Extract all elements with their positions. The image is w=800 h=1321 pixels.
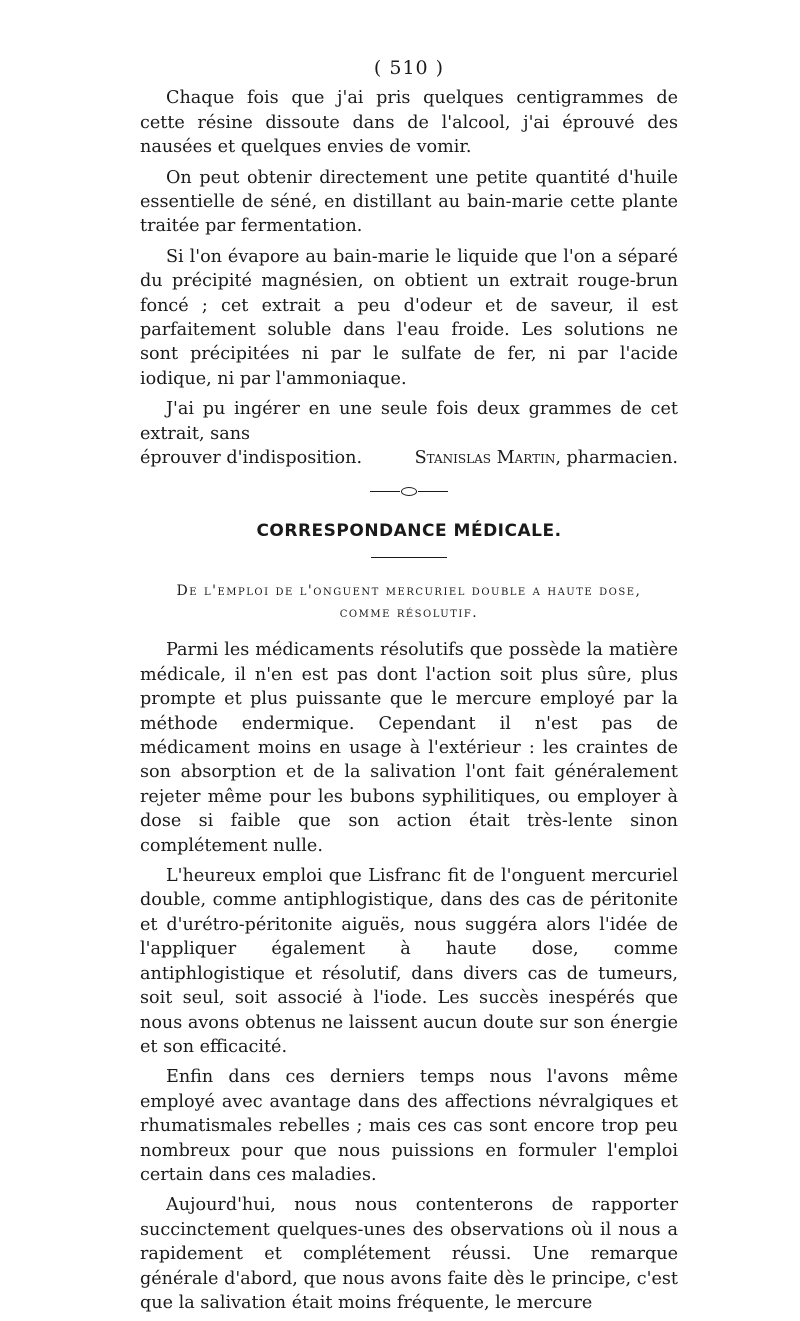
document-page [140,56,678,1321]
page-number: ( 510 ) [373,57,445,79]
ornament-divider [140,487,678,497]
author-role: , pharmacien. [555,448,678,469]
article-subtitle [140,580,678,624]
signature-lead: éprouver d'indisposition. [140,448,363,469]
paragraph: Si l'on évapore au bain-marie le liquide que l'on a séparé du précipité magnésien, on obtient un extrait rouge-brun foncé ; cet extrait a peu d'odeur et de saveur, il est parfaitement soluble dans l'eau froide. Les solutions ne sont précipitées ni par le sulfate de fer, ni par l'acide iodique, ni par l'ammoniaque. [140,246,678,389]
paragraph: Enfin dans ces derniers temps nous l'avons même employé avec avantage dans des affections névralgiques et rhumatismales rebelles ; mais ces cas sont encore trop peu nombreux pour que nous puissions en formuler l'emploi certain dans ces maladies. [140,1067,678,1185]
paragraph: Parmi les médicaments résolutifs que possède la matière médicale, il n'en est pas dont l'action soit plus sûre, plus prompte et plus puissante que le mercure employé par la méthode endermique. Cependant il n'est pas de médicament moins en usage à l'extérieur : les craintes de son absorption et de la salivation l'ont fait généralement rejeter même pour les bubons syphilitiques, ou employer à dose si faible que son action était très-lente sinon complétement nulle. [140,640,678,856]
subtitle-line: De l'emploi de l'onguent mercuriel double a haute dose, [176,583,642,600]
paragraph: L'heureux emploi que Lisfranc fit de l'onguent mercuriel double, comme antiphlogistique, dans des cas de péritonite et d'urétro-péritonite aiguës, nous suggéra alors l'idée de l'appliquer également à haute dose, comme antiphlogistique et résolutif, dans divers cas de tumeurs, soit seul, soit associé à l'iode. Les succès inespérés que nous avons obtenus ne laissent aucun doute sur son énergie et son efficacité. [140,866,678,1057]
subtitle-line: comme résolutif. [339,605,479,622]
paragraph: J'ai pu ingérer en une seule fois deux grammes de cet extrait, sans [140,399,678,444]
signature-line [140,446,678,470]
paragraph: Aujourd'hui, nous nous contenterons de rapporter succinctement quelques-unes des observations où il nous a rapidement et complétement réussi. Une remarque générale d'abord, que nous avons faite dès le principe, c'est que la salivation était moins fréquente, le mercure [140,1195,678,1313]
paragraph: Chaque fois que j'ai pris quelques centigrammes de cette résine dissoute dans de l'alcool, j'ai éprouvé des nausées et quelques envies de vomir. [140,88,678,158]
paragraph: On peut obtenir directement une petite quantité d'huile essentielle de séné, en distillant au bain-marie cette plante traitée par fermentation. [140,167,678,237]
author-name: Stanislas Martin [414,448,556,469]
section-rule [371,557,447,559]
section-title: CORRESPONDANCE MÉDICALE. [256,520,562,541]
signature [415,446,678,470]
